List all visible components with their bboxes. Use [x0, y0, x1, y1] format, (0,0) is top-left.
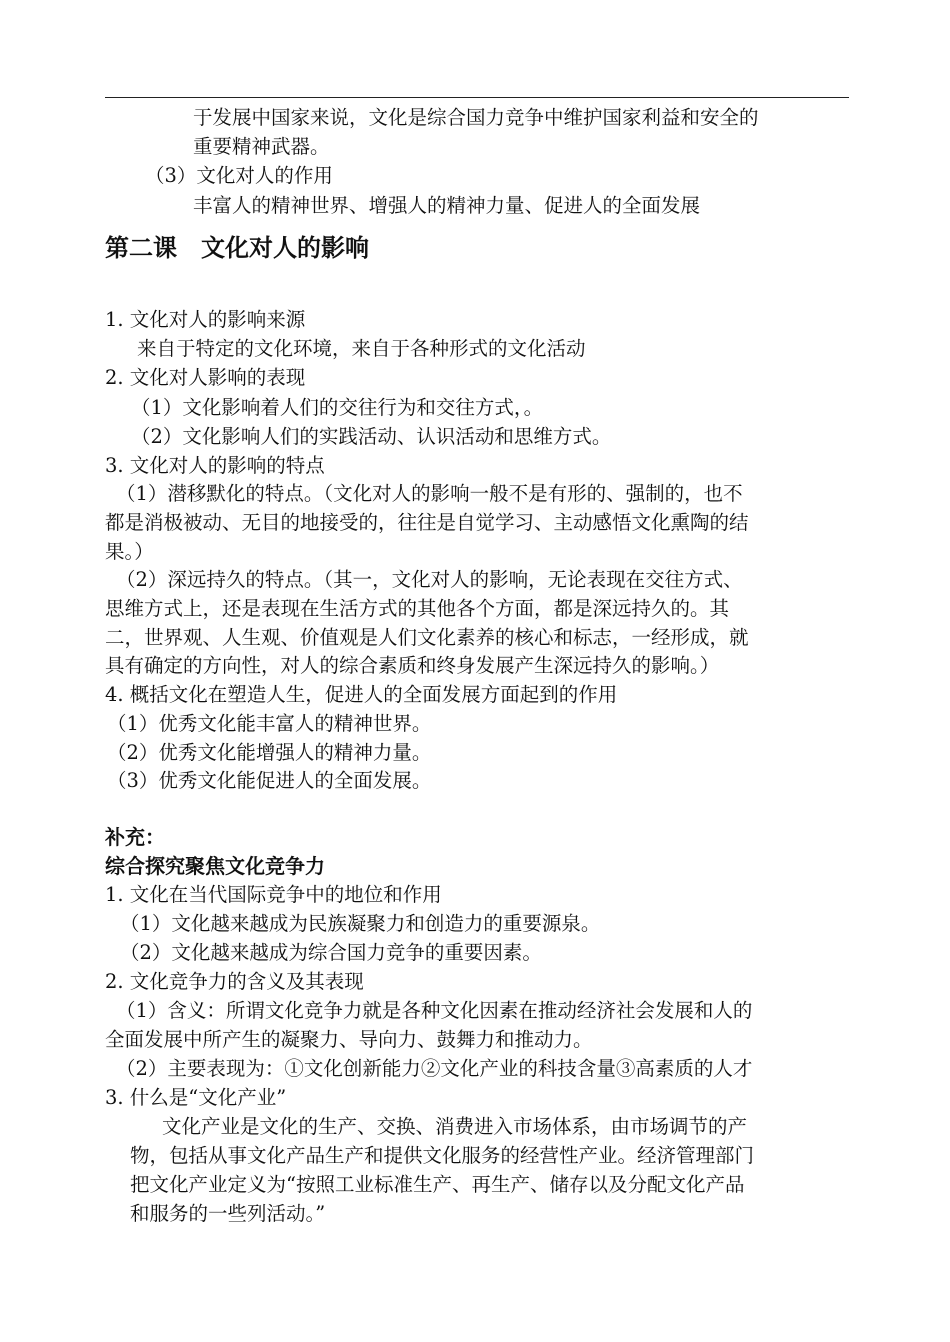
section-3-p1-line-2: 都是消极被动、无目的地接受的，往往是自觉学习、主动感悟文化熏陶的结: [105, 511, 749, 534]
supplement-s2-heading: 2. 文化竞争力的含义及其表现: [105, 970, 364, 993]
supplement-s3-line-4: 和服务的一些列活动。”: [130, 1202, 326, 1225]
section-4-item-1: （1）优秀文化能丰富人的精神世界。: [107, 712, 432, 735]
supplement-s1-heading: 1. 文化在当代国际竞争中的地位和作用: [105, 883, 442, 906]
section-3-p1-line-3: 果。）: [105, 540, 154, 563]
continuation-line-1: 于发展中国家来说，文化是综合国力竞争中维护国家利益和安全的: [193, 106, 759, 129]
supplement-title: 综合探究聚焦文化竞争力: [105, 854, 325, 878]
item-3-label: （3）文化对人的作用: [145, 164, 333, 187]
section-3-heading: 3. 文化对人的影响的特点: [105, 454, 325, 477]
section-3-p2-line-3: 二，世界观、人生观、价值观是人们文化素养的核心和标志，一经形成，就: [105, 626, 749, 649]
supplement-s1-item-2: （2）文化越来越成为综合国力竞争的重要因素。: [120, 941, 542, 964]
section-3-p2-line-4: 具有确定的方向性，对人的综合素质和终身发展产生深远持久的影响。）: [105, 654, 720, 677]
supplement-s3-heading: 3. 什么是“文化产业”: [105, 1086, 287, 1109]
section-2-item-2: （2）文化影响人们的实践活动、认识活动和思维方式。: [131, 425, 612, 448]
supplement-s2-p2: （2）主要表现为：①文化创新能力②文化产业的科技含量③高素质的人才: [116, 1057, 753, 1080]
section-4-item-2: （2）优秀文化能增强人的精神力量。: [107, 741, 432, 764]
supplement-s3-line-3: 把文化产业定义为“按照工业标准生产、再生产、储存以及分配文化产品: [130, 1173, 745, 1196]
supplement-s3-line-2: 物，包括从事文化产品生产和提供文化服务的经营性产业。经济管理部门: [130, 1144, 755, 1167]
lesson-title: 第二课 文化对人的影响: [105, 234, 369, 262]
section-4-heading: 4. 概括文化在塑造人生，促进人的全面发展方面起到的作用: [105, 683, 618, 706]
supplement-s3-line-1: 文化产业是文化的生产、交换、消费进入市场体系，由市场调节的产: [162, 1115, 748, 1138]
item-3-text: 丰富人的精神世界、增强人的精神力量、促进人的全面发展: [193, 194, 701, 217]
section-3-p1-line-1: （1）潜移默化的特点。（文化对人的影响一般不是有形的、强制的，也不: [116, 482, 743, 505]
supplement-s2-p1-line-1: （1）含义：所谓文化竞争力就是各种文化因素在推动经济社会发展和人的: [116, 999, 753, 1022]
section-1-heading: 1. 文化对人的影响来源: [105, 308, 306, 331]
section-2-heading: 2. 文化对人影响的表现: [105, 366, 306, 389]
section-1-text: 来自于特定的文化环境，来自于各种形式的文化活动: [137, 337, 586, 360]
section-3-p2-line-2: 思维方式上，还是表现在生活方式的其他各个方面，都是深远持久的。其: [105, 597, 730, 620]
header-rule: [105, 97, 849, 98]
section-4-item-3: （3）优秀文化能促进人的全面发展。: [107, 769, 432, 792]
continuation-line-2: 重要精神武器。: [193, 135, 330, 158]
supplement-s1-item-1: （1）文化越来越成为民族凝聚力和创造力的重要源泉。: [120, 912, 601, 935]
supplement-s2-p1-line-2: 全面发展中所产生的凝聚力、导向力、鼓舞力和推动力。: [105, 1028, 593, 1051]
section-2-item-1: （1）文化影响着人们的交往行为和交往方式，。: [131, 396, 544, 419]
section-3-p2-line-1: （2）深远持久的特点。（其一，文化对人的影响，无论表现在交往方式、: [116, 568, 743, 591]
supplement-label: 补充：: [105, 825, 165, 849]
